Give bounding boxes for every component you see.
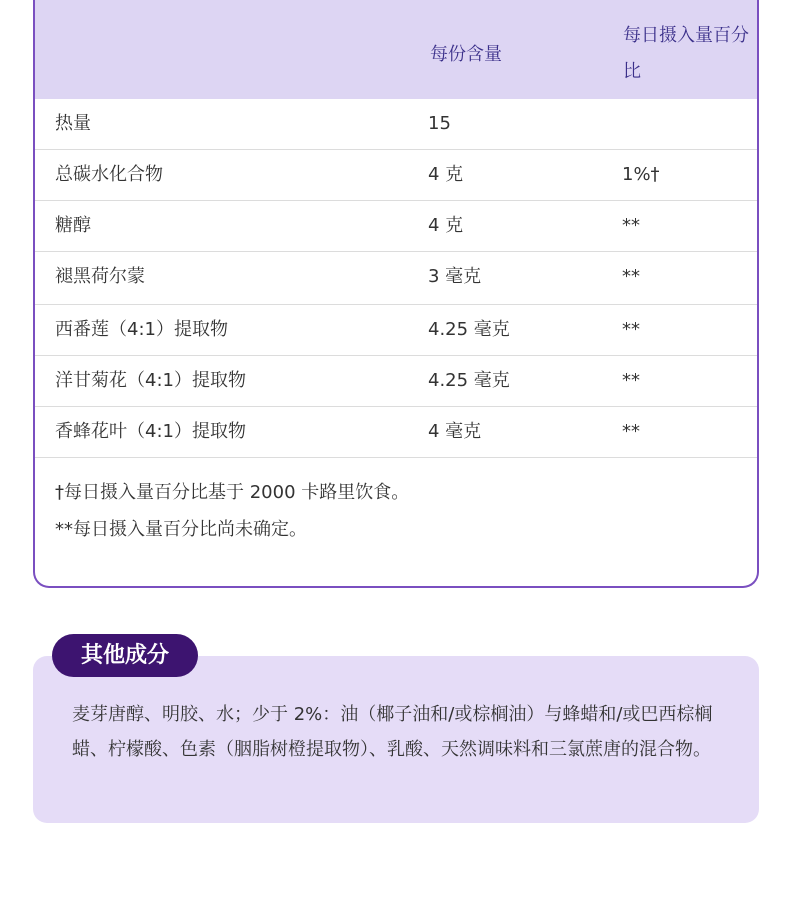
nutrient-daily-value: ** — [622, 370, 640, 391]
nutrient-daily-value: ** — [622, 215, 640, 236]
table-row — [35, 407, 757, 458]
table-row — [35, 150, 757, 201]
per-serving-header: 每份含量 — [430, 44, 502, 65]
table-row — [35, 356, 757, 407]
nutrient-daily-value: ** — [622, 266, 640, 287]
table-row — [35, 201, 757, 252]
footnotes — [55, 474, 735, 548]
nutrient-amount: 4 克 — [428, 215, 464, 236]
nutrient-name: 褪黑荷尔蒙 — [55, 266, 145, 287]
nutrient-name: 热量 — [55, 113, 91, 134]
nutrient-daily-value: 1%† — [622, 164, 660, 185]
table-row — [35, 99, 757, 150]
nutrient-name: 糖醇 — [55, 215, 91, 236]
table-row — [35, 305, 757, 356]
footnote-dagger: †每日摄入量百分比基于 2000 卡路里饮食。 — [55, 482, 410, 503]
nutrient-name: 总碳水化合物 — [55, 164, 163, 185]
nutrient-amount: 15 — [428, 113, 451, 134]
nutrient-daily-value: ** — [622, 421, 640, 442]
other-ingredients-text: 麦芽唐醇、明胶、水；少于 2%：油（椰子油和/或棕榈油）与蜂蜡和/或巴西棕榈蜡、柠檬酸、色素（胭脂树橙提取物）、乳酸、天然调味料和三氯蔗唐的混合物。 — [72, 704, 713, 760]
nutrient-amount: 4 毫克 — [428, 421, 482, 442]
nutrient-rows — [35, 99, 757, 458]
nutrient-amount: 4.25 毫克 — [428, 370, 510, 391]
other-ingredients-title: 其他成分 — [52, 634, 198, 677]
table-header — [35, 0, 757, 99]
nutrient-daily-value: ** — [622, 319, 640, 340]
nutrient-amount: 3 毫克 — [428, 266, 482, 287]
nutrient-name: 西番莲（4:1）提取物 — [55, 319, 228, 340]
nutrient-amount: 4.25 毫克 — [428, 319, 510, 340]
nutrient-name: 洋甘菊花（4:1）提取物 — [55, 370, 246, 391]
table-row — [35, 252, 757, 305]
nutrient-amount: 4 克 — [428, 164, 464, 185]
nutrition-facts-panel — [33, 0, 759, 588]
daily-value-header: 每日摄入量百分比 — [623, 25, 749, 82]
footnote-asterisk: **每日摄入量百分比尚未确定。 — [55, 519, 307, 540]
nutrient-name: 香蜂花叶（4:1）提取物 — [55, 421, 246, 442]
